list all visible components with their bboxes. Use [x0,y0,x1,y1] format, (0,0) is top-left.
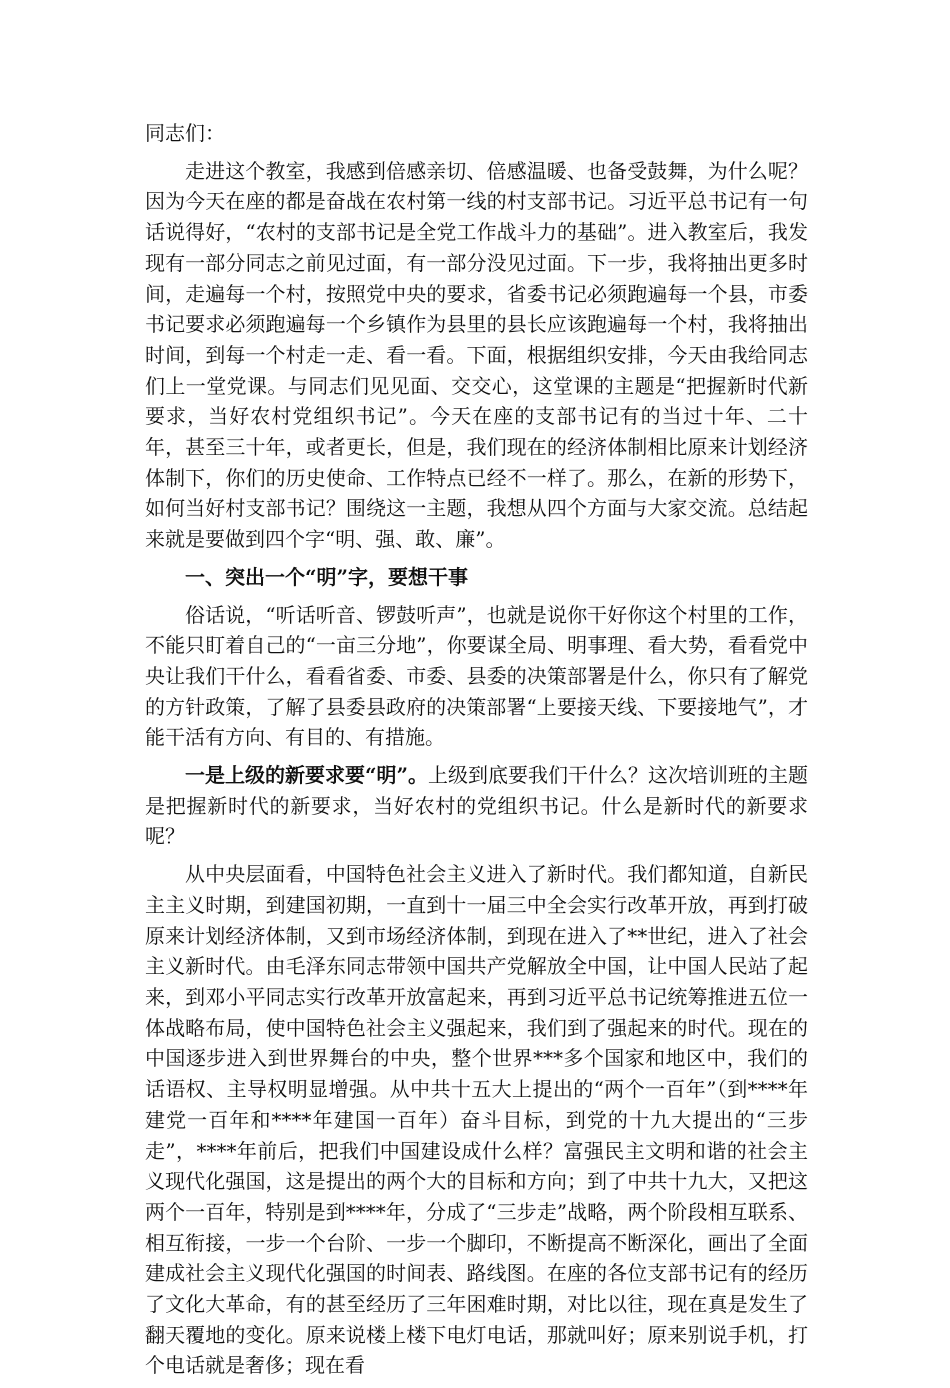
section-heading-1: 一、突出一个“明”字，要想干事 [185,564,469,589]
opening-paragraph: 走进这个教室，我感到倍感亲切、倍感温暖、也备受鼓舞，为什么呢？因为今天在座的都是奋战在农村第一线的村支部书记。习近平总书记有一句话说得好，“农村的支部书记是全党工作战斗力的基础”。进入教室后，我发现有一部分同志之前见过面，有一部分没见过面。下一步，我将抽出更多时间，走遍每一个村，按照党中央的要求，省委书记必须跑遍每一个县，市委书记要求必须跑遍每一个乡镇作为县里的县长应该跑遍每一个村，我将抽出时间，到每一个村走一走、看一看。下面，根据组织安排，今天由我给同志们上一堂党课。与同志们见见面、交交心，这堂课的主题是“把握新时代新要求，当好农村党组织书记”。今天在座的支部书记有的当过十年、二十年，甚至三十年，或者更长，但是，我们现在的经济体制相比原来计划经济体制下，你们的历史使命、工作特点已经不一样了。那么，在新的形势下，如何当好村支部书记？围绕这一主题，我想从四个方面与大家交流。总结起来就是要做到四个字“明、强、敢、廉”。 [145,158,808,552]
paragraph-proverb: 俗话说，“听话听音、锣鼓听声”，也就是说你干好你这个村里的工作，不能只盯着自己的“一亩三分地”，你要谋全局、明事理、看大势，看看党中央让我们干什么，看看省委、市委、县委的决策部署是什么，你只有了解党的方针政策，了解了县委县政府的决策部署“上要接天线、下要接地气”，才能干活有方向、有目的、有措施。 [145,602,808,750]
paragraph-lead-bold: 一是上级的新要求要“明”。 [185,763,429,788]
salutation: 同志们： [145,121,225,145]
document-page [145,118,808,1388]
paragraph-new-requirements [145,760,808,852]
paragraph-lead-rest: 上级到底要我们干什么？这次培训班的主题是把握新时代的新要求，当好农村的党组织书记。什么是新时代的新要求呢？ [145,763,809,849]
paragraph-central-level: 从中央层面看，中国特色社会主义进入了新时代。我们都知道，自新民主主义时期，到建国初期，一直到十一届三中全会实行改革开放，再到打破原来计划经济体制，又到市场经济体制，到现在进入了**世纪，进入了社会主义新时代。由毛泽东同志带领中国共产党解放全中国，让中国人民站了起来，到邓小平同志实行改革开放富起来，再到习近平总书记统筹推进五位一体战略布局，使中国特色社会主义强起来，我们到了强起来的时代。现在的中国逐步进入到世界舞台的中央，整个世界***多个国家和地区中，我们的话语权、主导权明显增强。从中共十五大上提出的“两个一百年”（到****年建党一百年和****年建国一百年）奋斗目标，到党的十九大提出的“三步走”，****年前后，把我们中国建设成什么样？富强民主文明和谐的社会主义现代化强国，这是提出的两个大的目标和方向；到了中共十九大，又把这两个一百年，特别是到****年，分成了“三步走”战略，两个阶段相互联系、相互衔接，一步一个台阶、一步一个脚印，不断提高不断深化，画出了全面建成社会主义现代化强国的时间表、路线图。在座的各位支部书记有的经历了文化大革命，有的甚至经历了三年困难时期，对比以往，现在真是发生了翻天覆地的变化。原来说楼上楼下电灯电话，那就叫好；原来别说手机，打个电话就是奢侈；现在看 [145,862,808,1378]
